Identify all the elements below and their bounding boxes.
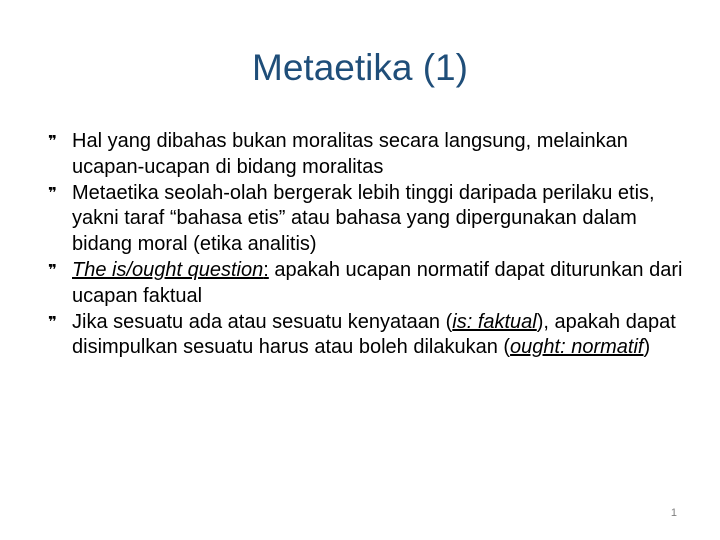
slide-title: Metaetika (1) xyxy=(252,47,468,88)
bullet-item xyxy=(46,258,690,310)
term-colon: : xyxy=(263,258,269,281)
is-ought-question-term: The is/ought question xyxy=(72,258,264,281)
bullet-quote-icon: ❞ xyxy=(48,260,57,279)
bullet-text: Hal yang dibahas bukan moralitas secara langsung, melainkan ucapan-ucapan di bidang moralitas xyxy=(72,130,628,178)
bullet-text: ), apakah dapat disimpulkan sesuatu harus atau boleh dilakukan ( xyxy=(72,310,676,359)
bullet-quote-icon: ❞ xyxy=(48,183,57,202)
bullet-item xyxy=(46,181,690,258)
bullet-item xyxy=(46,310,690,362)
bullet-list xyxy=(46,129,690,361)
bullet-text: Jika sesuatu ada atau sesuatu kenyataan ( xyxy=(72,310,453,333)
ought-normatif-term: ought: normatif xyxy=(510,336,644,359)
bullet-quote-icon: ❞ xyxy=(48,312,57,331)
page-number: 1 xyxy=(670,507,677,519)
bullet-text: ) xyxy=(643,336,651,359)
bullet-item xyxy=(46,129,690,181)
bullet-text: apakah ucapan normatif dapat diturunkan dari ucapan faktual xyxy=(72,258,683,307)
is-faktual-term: is: faktual xyxy=(452,310,537,333)
bullet-quote-icon: ❞ xyxy=(48,132,57,150)
bullet-text: Metaetika seolah-olah bergerak lebih tinggi daripada perilaku etis, yakni taraf “bahasa etis” atau bahasa yang dipergunakan dalam bidang moral (etika analitis) xyxy=(72,181,655,256)
